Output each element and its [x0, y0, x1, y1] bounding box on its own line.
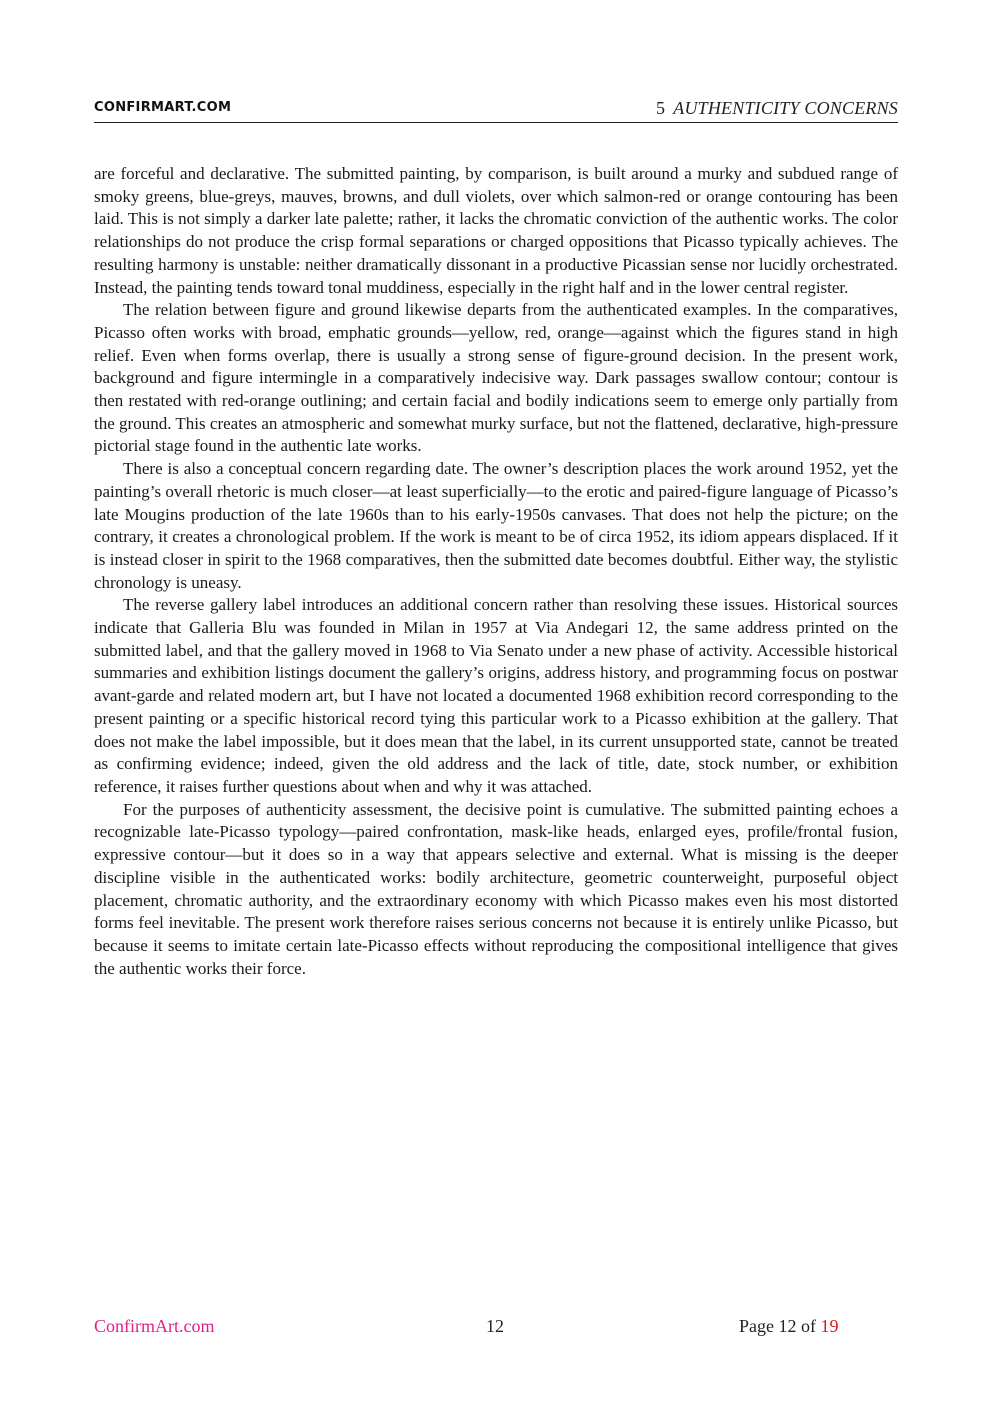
page-count-prefix: Page 12 of: [739, 1316, 821, 1336]
paragraph-4: The reverse gallery label introduces an additional concern rather than resolving these issues. Historical sources indicate that Galleria Blu was founded in Milan in 1957 at Via Andegari 12, the same address printed on the submitted label, and that the gallery moved in 1968 to Via Senato under a new phase of activity. Accessible historical summaries and exhibition listings document the gallery’s origins, address history, and programming focus on postwar avant-garde and related modern art, but I have not located a documented 1968 exhibition record corresponding to the present painting or a specific historical record tying this particular work to a Picasso exhibition at the gallery. That does not make the label impossible, but it does mean that the label, in its current unsupported state, cannot be treated as confirming evidence; indeed, given the old address and the lack of title, date, stock number, or exhibition reference, it raises further questions about when and why it was attached.: [94, 595, 898, 796]
section-number: 5: [656, 98, 666, 118]
footer-site-link[interactable]: ConfirmArt.com: [94, 1316, 215, 1336]
paragraph-5: For the purposes of authenticity assessment, the decisive point is cumulative. The submitted painting echoes a recognizable late-Picasso typology—paired confrontation, mask-like heads, enlarged eyes, profile/frontal fusion, expressive contour—but it does so in a way that appears selective and external. What is missing is the deeper discipline visible in the authenticated works: bodily architecture, geometric counterweight, purposeful object placement, chromatic authority, and the extraordinary economy with which Picasso makes even his most distorted forms feel inevitable. The present work therefore raises serious concerns not because it is entirely unlike Picasso, but because it seems to imitate certain late-Picasso effects without reproducing the compositional intelligence that gives the authentic works their force.: [94, 799, 898, 978]
body-text: [94, 163, 898, 980]
paragraph-1: are forceful and declarative. The submitted painting, by comparison, is built around a murky and subdued range of smoky greens, blue-greys, mauves, browns, and dull violets, over which salmon-red or orange contouring has been laid. This is not simply a darker late palette; rather, it lacks the chromatic conviction of the authentic works. The color relationships do not produce the crisp formal separations or charged oppositions that Picasso typically achieves. The resulting harmony is unstable: neither dramatically dissonant in a productive Picassian sense nor lucidly orchestrated. Instead, the painting tends toward tonal muddiness, especially in the right half and in the lower central register.: [94, 164, 898, 297]
section-title: AUTHENTICITY CONCERNS: [673, 98, 898, 118]
page-total-link[interactable]: 19: [820, 1316, 839, 1336]
page-header: [94, 98, 898, 123]
paragraph-2: The relation between figure and ground likewise departs from the authenticated examples. In the comparatives, Picasso often works with broad, emphatic grounds—yellow, red, orange—against which the figures stand in high relief. Even when forms overlap, there is usually a strong sense of figure-ground decision. In the present work, background and figure intermingle in a comparatively indecisive way. Dark passages swallow contour; contour is then restated with red-orange outlining; and certain facial and bodily indications seem to emerge only partially from the ground. This creates an atmospheric and somewhat murky surface, but not the flattened, declarative, high-pressure pictorial stage found in the authentic late works.: [94, 300, 898, 456]
running-section-title: [656, 98, 898, 119]
footer-page-count: [739, 1316, 838, 1337]
page-footer: [94, 1316, 898, 1340]
paragraph-3: There is also a conceptual concern regarding date. The owner’s description places the work around 1952, yet the painting’s overall rhetoric is much closer—at least superficially—to the erotic and paired-figure language of Picasso’s late Mougins production of the late 1960s than to his early-1950s canvases. That does not help the picture; on the contrary, it creates a chronological problem. If the work is meant to be of circa 1952, its idiom appears displaced. If it is instead closer in spirit to the 1968 comparatives, then the submitted date becomes doubtful. Either way, the stylistic chronology is uneasy.: [94, 459, 898, 592]
footer-page-number: 12: [486, 1316, 504, 1336]
site-logo: CONFIRMART.COM: [94, 100, 232, 115]
